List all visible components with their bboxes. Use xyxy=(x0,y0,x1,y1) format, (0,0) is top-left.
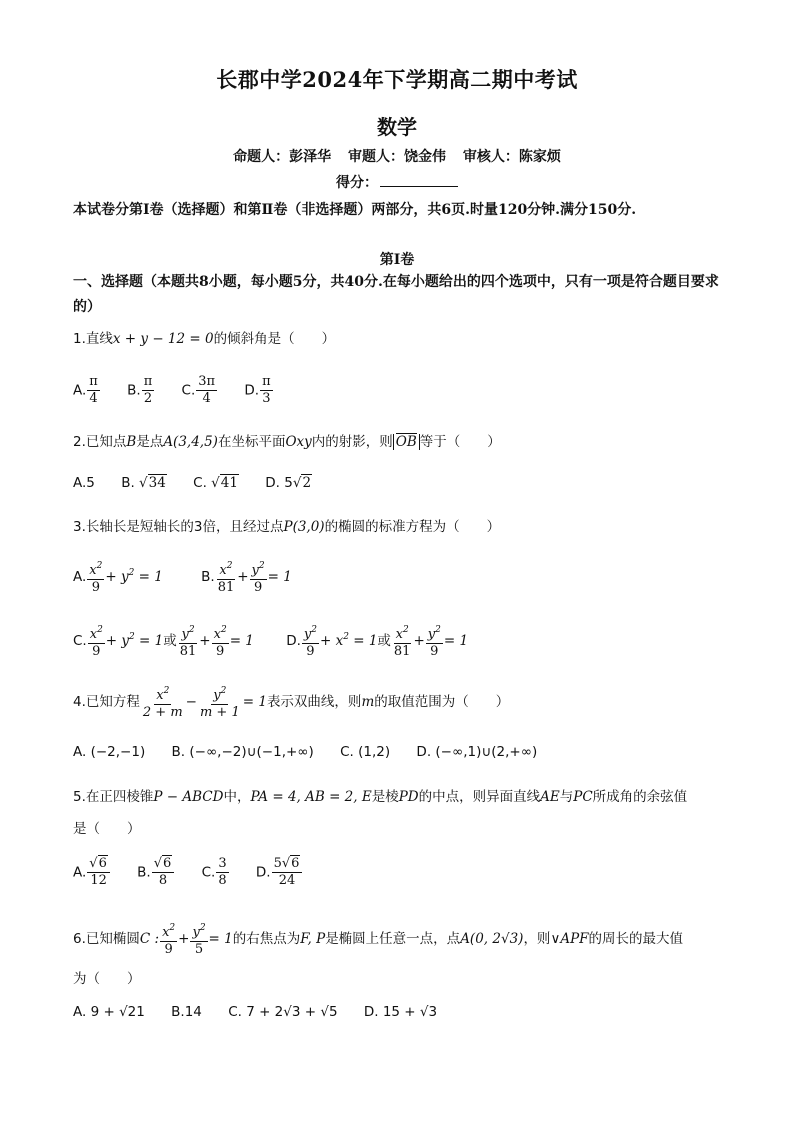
q1-option-d[interactable]: D. $\frac{\pi}{3}$ xyxy=(244,374,271,406)
q2-option-b[interactable]: B. √34 xyxy=(121,475,166,491)
question-5-line-2: 是（ ） xyxy=(73,821,141,837)
question-5: 5.在正四棱锥P − ABCD中，PA = 4, AB = 2, E是棱PD的中点，则异面直线AE与PC所成角的余弦值 xyxy=(73,789,688,805)
authors-line xyxy=(0,146,794,166)
q4-option-a[interactable]: A. (−2,−1) xyxy=(73,744,146,760)
question-6-line-2: 为（ ） xyxy=(73,971,141,987)
question-3-options-cd xyxy=(73,622,490,660)
q1-equation: x + y − 12 = 0 xyxy=(112,331,214,347)
q5-option-a[interactable]: A. $\frac{√6}{12}$ xyxy=(73,856,111,889)
question-4: 4.已知方程 $\frac{x^2}{2 + m}$ − $\frac{y^2}{m + 1}$ = 1表示双曲线，则m的取值范围为（ ） xyxy=(73,683,733,721)
q6-option-d[interactable]: D. 15 + √3 xyxy=(363,1004,438,1020)
question-4-options xyxy=(73,744,559,760)
q4-option-c[interactable]: C. (1,2) xyxy=(340,744,391,760)
exam-instructions: 本试卷分第Ⅰ卷（选择题）和第Ⅱ卷（非选择题）两部分，共6页.时量120分钟.满分150分. xyxy=(73,202,637,218)
q6-option-a[interactable]: A. 9 + √21 xyxy=(73,1004,145,1020)
q2-option-d[interactable]: D. 5√2 xyxy=(265,475,312,491)
q3-option-c[interactable]: C. $\frac{x^2}{9}$ + $y^2 = 1$或 $\frac{y^2}{81}$ + $\frac{x^2}{9}$ = 1 xyxy=(73,622,254,660)
question-3: 3.长轴长是短轴长的3倍，且经过点P(3,0)的椭圆的标准方程为（ ） xyxy=(73,519,501,535)
q5-option-d[interactable]: D. $\frac{5√6}{24}$ xyxy=(256,856,304,889)
q3-option-a[interactable]: A. $\frac{x^2}{9}$ + $y^2 = 1$ xyxy=(73,558,163,596)
q2-option-a[interactable]: A.5 xyxy=(73,475,95,491)
q1-option-c[interactable]: C. $\frac{3\pi}{4}$ xyxy=(181,374,216,406)
question-1: 1.直线x + y − 12 = 0的倾斜角是（ ） xyxy=(73,331,336,347)
q2-option-c[interactable]: C. √41 xyxy=(193,475,238,491)
question-3-options-ab xyxy=(73,558,314,596)
q3-option-d[interactable]: D. $\frac{y^2}{9}$ + $x^2 = 1$或 $\frac{x^2}{81}$ + $\frac{y^2}{9}$ = 1 xyxy=(286,622,468,660)
vector-ob-magnitude: OB xyxy=(393,434,420,450)
volume-heading: 第Ⅰ卷 xyxy=(379,252,415,268)
q5-option-b[interactable]: B. $\frac{√6}{8}$ xyxy=(137,856,175,889)
q3-option-b[interactable]: B. $\frac{x^2}{81}$ + $\frac{y^2}{9}$ = 1 xyxy=(201,558,292,596)
question-6-options xyxy=(73,1004,459,1020)
q6-option-b[interactable]: B.14 xyxy=(171,1004,202,1020)
q1-option-a[interactable]: A. $\frac{\pi}{4}$ xyxy=(73,374,98,406)
q6-option-c[interactable]: C. 7 + 2√3 + √5 xyxy=(228,1004,338,1020)
q4-option-d[interactable]: D. (−∞,1)∪(2,+∞) xyxy=(416,744,538,760)
question-1-options xyxy=(73,374,296,407)
question-5-options xyxy=(73,856,325,889)
q4-option-b[interactable]: B. (−∞,−2)∪(−1,+∞) xyxy=(171,744,314,760)
exam-title: 长郡中学2024年下学期高二期中考试 xyxy=(216,67,578,92)
author-reviewer: 审题人：饶金伟 xyxy=(348,149,446,165)
score-label: 得分： xyxy=(336,175,378,191)
question-2: 2.已知点B是点A(3,4,5)在坐标平面Oxy内的射影，则 OB 等于（ ） xyxy=(73,434,501,450)
subject-title: 数学 xyxy=(377,115,417,139)
question-6: 6.已知椭圆C : $\frac{x^2}{9}$ + $\frac{y^2}{5}$ = 1的右焦点为F, P是椭圆上任意一点，点A(0, 2√3)，则∨APF的周长的最大值 xyxy=(73,920,733,958)
author-setter: 命题人：彭泽华 xyxy=(233,149,332,165)
question-2-options xyxy=(73,475,334,491)
q1-option-b[interactable]: B. $\frac{\pi}{2}$ xyxy=(127,374,153,406)
score-line xyxy=(0,172,794,192)
section-heading: 一、选择题（本题共8小题，每小题5分，共40分.在每小题给出的四个选项中，只有一项是符合题目要求的） xyxy=(73,274,719,315)
q5-option-c[interactable]: C. $\frac{3}{8}$ xyxy=(201,856,227,888)
author-checker: 审核人：陈家烦 xyxy=(462,149,561,165)
score-blank[interactable] xyxy=(380,174,458,187)
